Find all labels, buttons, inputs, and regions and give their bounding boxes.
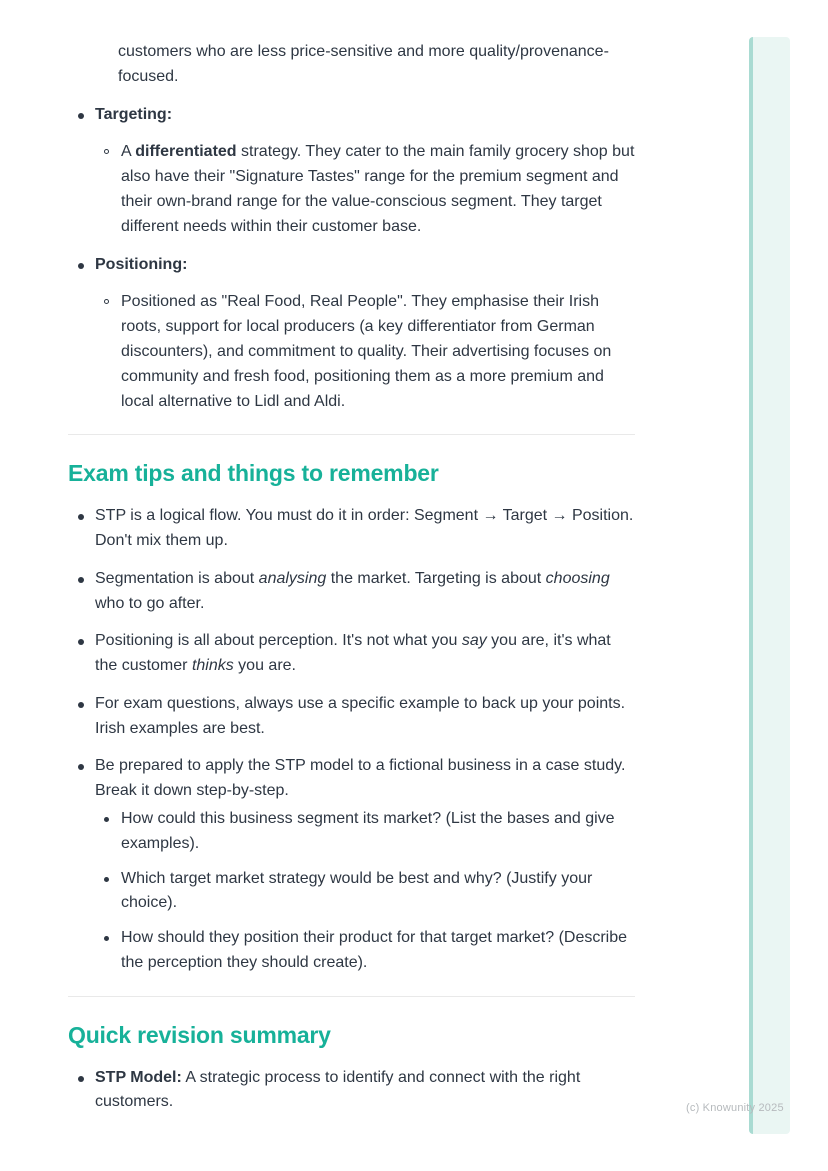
text-run: For exam questions, always use a specific example to back up your points. Irish examples are best.	[95, 694, 626, 737]
bullet-icon	[78, 1076, 84, 1082]
bullet-icon	[104, 936, 109, 941]
text-run: who to go after.	[95, 594, 205, 612]
bullet-icon	[104, 817, 109, 822]
list-item	[68, 253, 635, 278]
list-item-text	[95, 567, 635, 617]
list-item	[68, 504, 635, 554]
list-item	[68, 754, 635, 804]
bullet-icon	[78, 692, 95, 708]
text-run: Be prepared to apply the STP model to a fictional business in a case study. Break it down step-by-step.	[95, 757, 626, 800]
list-item	[68, 629, 635, 679]
text-run: How should they position their product for that target market? (Describe the perception they should create).	[121, 929, 628, 972]
list-item-text	[95, 103, 635, 128]
list-item-text	[95, 692, 635, 742]
circle-bullet-icon	[104, 290, 121, 304]
bullet-icon	[78, 567, 95, 583]
text-run: customers who are less price-sensitive and more quality/provenance-focused.	[118, 43, 609, 85]
sub-list-item	[68, 290, 635, 414]
bullet-icon	[78, 1066, 95, 1082]
section-heading: Exam tips and things to remember	[68, 460, 439, 487]
text-run: Segmentation is about	[95, 569, 259, 587]
list-item-text	[95, 504, 635, 554]
list-item-text	[121, 140, 635, 239]
circle-bullet-icon	[104, 149, 109, 154]
bullet-icon	[78, 263, 84, 269]
bullet-icon	[78, 754, 95, 770]
list-item-text	[121, 290, 635, 414]
text-run: Positioning:	[95, 255, 188, 273]
list-item-text	[118, 40, 635, 90]
list-item	[68, 567, 635, 617]
side-accent-bar	[749, 37, 790, 1134]
list-item-text	[121, 926, 635, 976]
bullet-icon	[78, 577, 84, 583]
circle-bullet-icon	[104, 140, 121, 154]
list-item-text	[95, 1066, 635, 1116]
text-run: Targeting:	[95, 105, 173, 123]
text-run: A strategic process to identify and connect with the right customers.	[95, 1068, 581, 1111]
bullet-icon	[104, 926, 121, 941]
text-run: you are, it's what the customer	[95, 632, 611, 675]
text-run: Positioned as "Real Food, Real People". They emphasise their Irish roots, support for local producers (a key differentiator from German discounters), and commitment to quality. Their advertising focuses on community and fresh food, positioning them as a more premium and local alternative to Lidl and Aldi.	[121, 293, 612, 410]
bullet-icon	[78, 103, 95, 119]
text-run: choosing	[545, 569, 610, 587]
text-run: STP is a logical flow. You must do it in order: Segment → Target → Position. Don't mix them up.	[95, 507, 634, 549]
text-run: STP Model:	[95, 1068, 182, 1086]
text-run: How could this business segment its market? (List the bases and give examples).	[121, 810, 615, 852]
text-run: Which target market strategy would be best and why? (Justify your choice).	[121, 869, 593, 912]
bullet-icon	[78, 113, 84, 119]
list-item	[68, 692, 635, 742]
text-run: analysing	[258, 569, 327, 587]
continuation-text	[68, 40, 635, 90]
sub-list-item	[68, 807, 635, 857]
text-run: you are.	[233, 657, 296, 675]
text-run: thinks	[191, 657, 234, 675]
sub-list-item	[68, 867, 635, 917]
sub-list-item	[68, 926, 635, 976]
document-content	[68, 40, 635, 1115]
bullet-icon	[104, 867, 121, 882]
section-divider	[68, 996, 635, 997]
list-item-text	[121, 867, 635, 917]
text-run: the market. Targeting is about	[326, 569, 546, 587]
section-divider	[68, 434, 635, 435]
circle-bullet-icon	[104, 299, 109, 304]
bullet-icon	[104, 877, 109, 882]
list-item-text	[95, 629, 635, 679]
bullet-icon	[78, 514, 84, 520]
sub-list-item	[68, 140, 635, 239]
list-item-text	[95, 754, 635, 804]
text-run: say	[461, 632, 487, 650]
bullet-icon	[78, 639, 84, 645]
bullet-icon	[78, 253, 95, 269]
bullet-icon	[78, 764, 84, 770]
list-item-text	[95, 253, 635, 278]
list-item-text	[121, 807, 635, 857]
text-run: strategy. They cater to the main family grocery shop but also have their "Signature Tastes" range for the premium segment and their own-brand range for the value-conscious segment. They target different needs within their customer base.	[121, 143, 635, 235]
section-heading: Quick revision summary	[68, 1021, 331, 1048]
bullet-icon	[78, 629, 95, 645]
bullet-icon	[78, 504, 95, 520]
text-run: A	[121, 143, 136, 161]
list-item	[68, 1066, 635, 1116]
bullet-icon	[78, 702, 84, 708]
text-run: differentiated	[135, 143, 237, 161]
text-run: Positioning is all about perception. It's not what you	[95, 632, 462, 650]
list-item	[68, 103, 635, 128]
copyright-watermark: (c) Knowunity 2025	[686, 1102, 784, 1114]
bullet-icon	[104, 807, 121, 822]
